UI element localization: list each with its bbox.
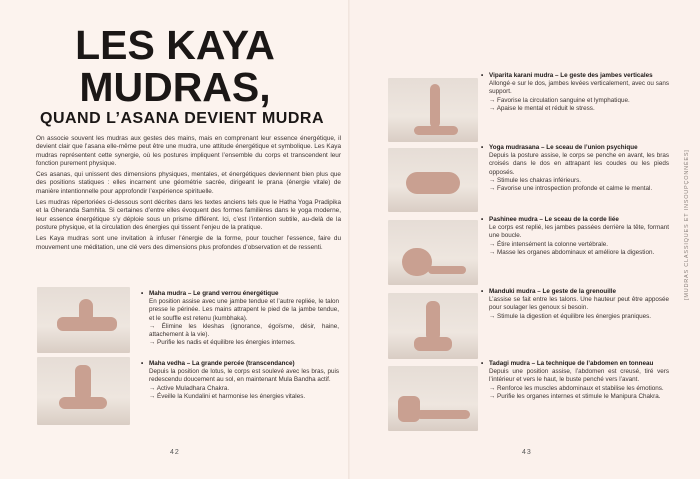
entry-benefit: → Masse les organes abdominaux et améliore la digestion. (489, 248, 655, 256)
page-title-text: LES KAYA MUDRAS, (75, 22, 275, 110)
paragraph: Les mudras répertoriées ci-dessous sont décrites dans les textes anciens tels que le Hatha Yoga Pradipika et la Gheranda Samhita. Si certaines d’entre elles évoquent des formes familières dans le yoga moderne, leur essence énergétique s’y déploie sous un prisme différent. Ici, c’est l’intention subtile, au-delà de la posture physique, et la circulation des énergies qui tissent l’enjeu de la pratique. (36, 199, 341, 231)
entry-viparita-karani (489, 72, 669, 144)
right-entries (489, 72, 669, 401)
entry-heading: • Pashinee mudra – Le sceau de la corde liée (489, 216, 669, 224)
entry-benefit: → Renforce les muscles abdominaux et stabilise les émotions. (489, 384, 664, 392)
paragraph: On associe souvent les mudras aux gestes des mains, mais en comprenant leur essence énergétique, il devient clair que l’asana elle-même peut être une mudra, une attitude énergétique et symbolique. Les Kaya mudras représentent cette synergie, où les postures impliquent l’ensemble du corps et transcendent leur fonction purement physique. (36, 135, 341, 167)
entry-pashinee (489, 216, 669, 288)
entry-benefit: → Apaise le mental et réduit le stress. (489, 104, 595, 112)
entry-heading: • Manduki mudra – Le geste de la grenouille (489, 288, 669, 296)
photo-maha-vedha (37, 357, 130, 425)
page-subtitle: QUAND L’ASANA DEVIENT MUDRA (40, 110, 325, 127)
photo-manduki (388, 293, 478, 359)
entry-heading: • Tadagi mudra – La technique de l’abdomen en tonneau (489, 360, 669, 368)
entry-benefit: → Élimine les kleshas (ignorance, égoïsme, désir, haine, attachement à la vie). (149, 322, 339, 339)
page-number: 43 (522, 449, 532, 456)
entry-text: Depuis une position assise, l’abdomen est creusé, tiré vers l’intérieur et vers le haut, le buste penché vers l’avant. (489, 368, 669, 384)
paragraph: Les Kaya mudras sont une invitation à infuser l’énergie de la forme, pour toucher l’essence, faire du mouvement une méditation, une clé vers des dimensions plus profondes d’observation et de ressenti. (36, 235, 341, 251)
entry-heading: • Viparita karani mudra – Le geste des jambes verticales (489, 72, 669, 80)
photo-maha-mudra (37, 287, 130, 353)
entry-text: Allongé·e sur le dos, jambes levées verticalement, avec ou sans support. (489, 80, 669, 96)
right-page (350, 0, 700, 479)
entry-benefit: → Active Muladhara Chakra. (149, 384, 230, 392)
side-section-label: [MUDRAS CLASSIQUES ET INSOUPÇONNÉES] (684, 149, 690, 300)
entry-tadagi (489, 360, 669, 401)
entry-yoga-mudrasana (489, 144, 669, 216)
page-title (40, 24, 310, 108)
entry-benefit: → Étire intensément la colonne vertébrale. (489, 240, 609, 248)
intro-text (36, 135, 341, 255)
entry-benefit: → Favorise une introspection profonde et calme le mental. (489, 185, 653, 193)
entry-heading: • Maha vedha – La grande percée (transcendance) (149, 360, 339, 368)
entry-benefit: → Favorise la circulation sanguine et lymphatique. (489, 96, 630, 104)
photo-viparita-karani (388, 78, 478, 142)
entry-benefit: → Stimule la digestion et équilibre les énergies praniques. (489, 312, 652, 320)
entry-text: Depuis la posture assise, le corps se penche en avant, les bras croisés dans le dos en attrapant les coudes ou les pieds opposés. (489, 152, 669, 176)
entry-manduki (489, 288, 669, 360)
entry-text: Depuis la position de lotus, le corps est soulevé avec les bras, puis redescendu doucement au sol, en maintenant Mula Bandha actif. (149, 368, 339, 384)
entry-text: L’assise se fait entre les talons. Une hauteur peut être apposée pour soulager les genoux si besoin. (489, 296, 669, 312)
entry-benefit: → Éveille la Kundalini et harmonise les énergies vitales. (149, 392, 306, 400)
page-number: 42 (170, 449, 180, 456)
entry-text: Le corps est replié, les jambes passées derrière la tête, formant une boucle. (489, 224, 669, 240)
entry-benefit: → Stimule les chakras inférieurs. (489, 176, 582, 184)
photo-pashinee (388, 220, 478, 285)
entry-benefit: → Purifie les organes internes et stimule le Manipura Chakra. (489, 392, 661, 400)
entry-maha-mudra (149, 290, 339, 360)
entry-text: En position assise avec une jambe tendue et l’autre repliée, le talon presse le périnée. Les mains attrapent le pied de la jambe tendue, et le souffle est retenu (kumbhaka). (149, 298, 339, 322)
paragraph: Ces asanas, qui unissent des dimensions physiques, mentales, et énergétiques deviennent bien plus que des positions statiques : elles incarnent une géométrie sacrée, dirigeant le prana (énergie vitale) de manière intentionnelle pour approfondir l’expérience spirituelle. (36, 171, 341, 195)
entry-benefit: → Purifie les nadis et équilibre les énergies internes. (149, 339, 296, 347)
entry-heading: • Yoga mudrasana – Le sceau de l’union psychique (489, 144, 669, 152)
photo-yoga-mudrasana (388, 148, 478, 212)
entry-maha-vedha (149, 360, 339, 401)
photo-tadagi (388, 366, 478, 431)
entry-heading: • Maha mudra – Le grand verrou énergétique (149, 290, 339, 298)
left-entries (149, 290, 339, 401)
